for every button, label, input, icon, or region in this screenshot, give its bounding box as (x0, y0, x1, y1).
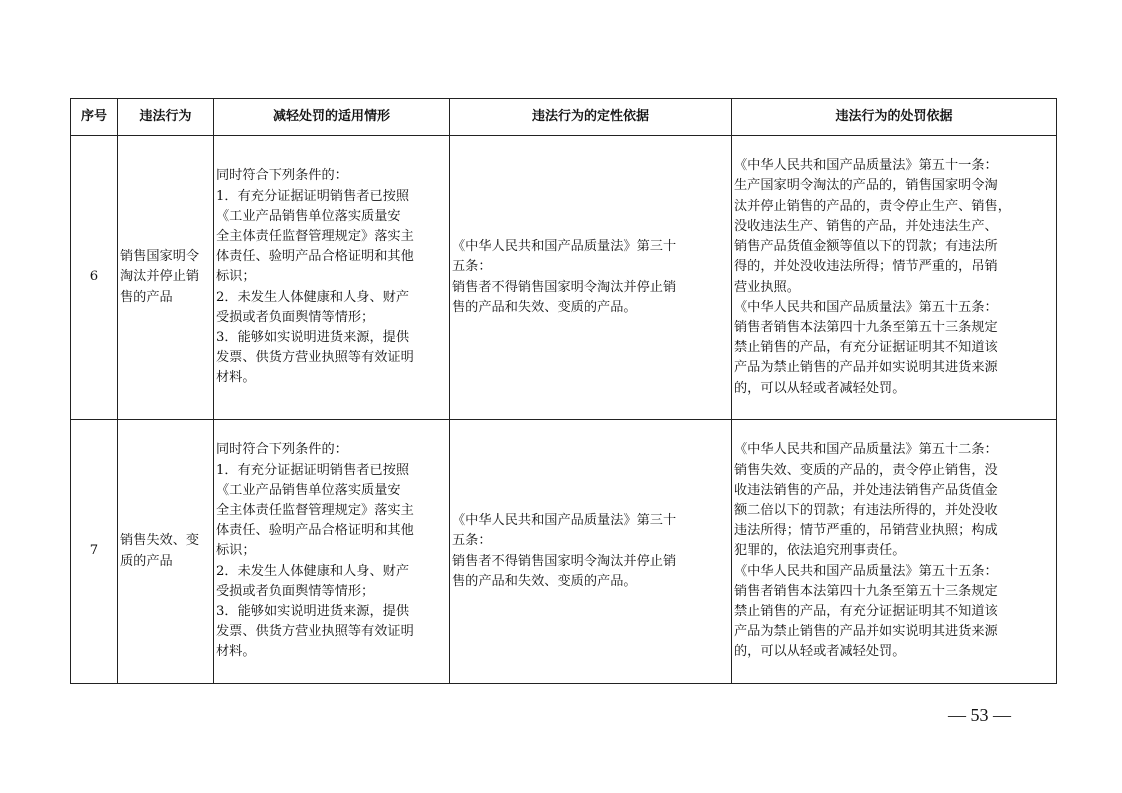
cell-line: 禁止销售的产品，有充分证据证明其不知道该 (734, 604, 998, 619)
mitigation-conditions-cell (214, 136, 450, 420)
cell-line: 1．有充分证据证明销售者已按照 (216, 188, 410, 204)
cell-line: 2．未发生人体健康和人身、财产 (216, 289, 410, 305)
cell-line: 销售者不得销售国家明令淘汰并停止销 (452, 553, 677, 569)
cell-line: 售的产品 (120, 289, 173, 305)
cell-line: 《工业产品销售单位落实质量安 (216, 482, 401, 498)
cell-line: 标识； (216, 543, 256, 559)
cell-line: 《中华人民共和国产品质量法》第五十五条： (734, 563, 998, 579)
cell-line: 产品为禁止销售的产品并如实说明其进货来源 (734, 360, 998, 376)
cell-line: 受损或者负面舆情等情形； (216, 309, 375, 325)
cell-line: 违法所得；情节严重的，吊销营业执照；构成 (734, 523, 998, 539)
cell-line: 材料。 (216, 370, 256, 386)
header-qualification-basis: 违法行为的定性依据 (450, 99, 732, 136)
cell-line: 《中华人民共和国产品质量法》第五十二条： (734, 442, 998, 458)
qualification-basis-cell (450, 136, 732, 420)
table-row (71, 136, 1057, 420)
cell-line: 《中华人民共和国产品质量法》第三十 (452, 239, 677, 255)
cell-line: 《中华人民共和国产品质量法》第五十一条： (734, 158, 998, 174)
cell-line: 同时符合下列条件的： (216, 442, 348, 458)
cell-line: 犯罪的，依法追究刑事责任。 (734, 543, 906, 559)
mitigation-conditions-cell (214, 420, 450, 684)
cell-line: 禁止销售的产品，有充分证据证明其不知道该 (734, 340, 998, 356)
cell-line: 营业执照。 (734, 279, 800, 295)
cell-line: 汰并停止销售的产品的，责令停止生产、销售， (734, 198, 1011, 214)
cell-line: 售的产品和失效、变质的产品。 (452, 299, 637, 315)
cell-line: 的，可以从轻或者减轻处罚。 (734, 380, 906, 396)
cell-line: 五条： (452, 259, 492, 275)
cell-line: 产品为禁止销售的产品并如实说明其进货来源 (734, 624, 998, 640)
row-serial-number: 6 (71, 136, 118, 420)
violation-cell (118, 420, 214, 684)
cell-line: 的，可以从轻或者减轻处罚。 (734, 644, 906, 660)
regulation-table (70, 98, 1057, 684)
cell-line: 淘汰并停止销 (120, 269, 200, 285)
violation-cell (118, 136, 214, 420)
cell-line: 2．未发生人体健康和人身、财产 (216, 563, 410, 579)
cell-line: 全主体责任监督管理规定》落实主 (216, 502, 414, 518)
cell-line: 收违法销售的产品，并处违法销售产品货值金 (734, 482, 998, 498)
cell-line: 《中华人民共和国产品质量法》第五十五条： (734, 299, 998, 315)
cell-line: 1．有充分证据证明销售者已按照 (216, 462, 410, 478)
header-mitigation-conditions: 减轻处罚的适用情形 (214, 99, 450, 136)
table-row (71, 420, 1057, 684)
cell-line: 销售者不得销售国家明令淘汰并停止销 (452, 279, 677, 295)
cell-line: 质的产品 (120, 553, 173, 569)
cell-line: 额二倍以下的罚款；有违法所得的，并处没收 (734, 502, 998, 518)
cell-line: 销售失效、变质的产品的，责令停止销售，没 (734, 462, 998, 478)
cell-line: 《工业产品销售单位落实质量安 (216, 208, 401, 224)
cell-line: 同时符合下列条件的： (216, 168, 348, 184)
cell-line: 发票、供货方营业执照等有效证明 (216, 350, 414, 366)
cell-line: 生产国家明令淘汰的产品的，销售国家明令淘 (734, 178, 998, 194)
cell-line: 3．能够如实说明进货来源，提供 (216, 330, 410, 345)
cell-line: 没收违法生产、销售的产品，并处违法生产、 (734, 218, 998, 234)
cell-line: 销售产品货值金额等值以下的罚款；有违法所 (734, 239, 998, 255)
penalty-basis-cell (732, 136, 1057, 420)
header-serial-number: 序号 (71, 99, 118, 136)
row-serial-number: 7 (71, 420, 118, 684)
penalty-basis-cell (732, 420, 1057, 684)
cell-line: 体责任、验明产品合格证明和其他 (216, 249, 414, 265)
cell-line: 售的产品和失效、变质的产品。 (452, 573, 637, 589)
cell-line: 标识； (216, 269, 256, 285)
table-header-row (71, 99, 1057, 136)
cell-line: 发票、供货方营业执照等有效证明 (216, 624, 414, 640)
cell-line: 材料。 (216, 644, 256, 660)
cell-line: 销售失效、变 (120, 533, 200, 549)
cell-line: 得的，并处没收违法所得；情节严重的，吊销 (734, 259, 998, 275)
page-number: — 53 — (948, 705, 1011, 725)
cell-line: 全主体责任监督管理规定》落实主 (216, 228, 414, 244)
cell-line: 销售者销售本法第四十九条至第五十三条规定 (734, 583, 998, 599)
cell-line: 受损或者负面舆情等情形； (216, 583, 375, 599)
cell-line: 销售国家明令 (120, 249, 200, 265)
cell-line: 3．能够如实说明进货来源，提供 (216, 604, 410, 619)
cell-line: 销售者销售本法第四十九条至第五十三条规定 (734, 319, 998, 335)
cell-line: 体责任、验明产品合格证明和其他 (216, 523, 414, 539)
cell-line: 《中华人民共和国产品质量法》第三十 (452, 513, 677, 529)
header-violation: 违法行为 (118, 99, 214, 136)
header-penalty-basis: 违法行为的处罚依据 (732, 99, 1057, 136)
qualification-basis-cell (450, 420, 732, 684)
cell-line: 五条： (452, 533, 492, 549)
